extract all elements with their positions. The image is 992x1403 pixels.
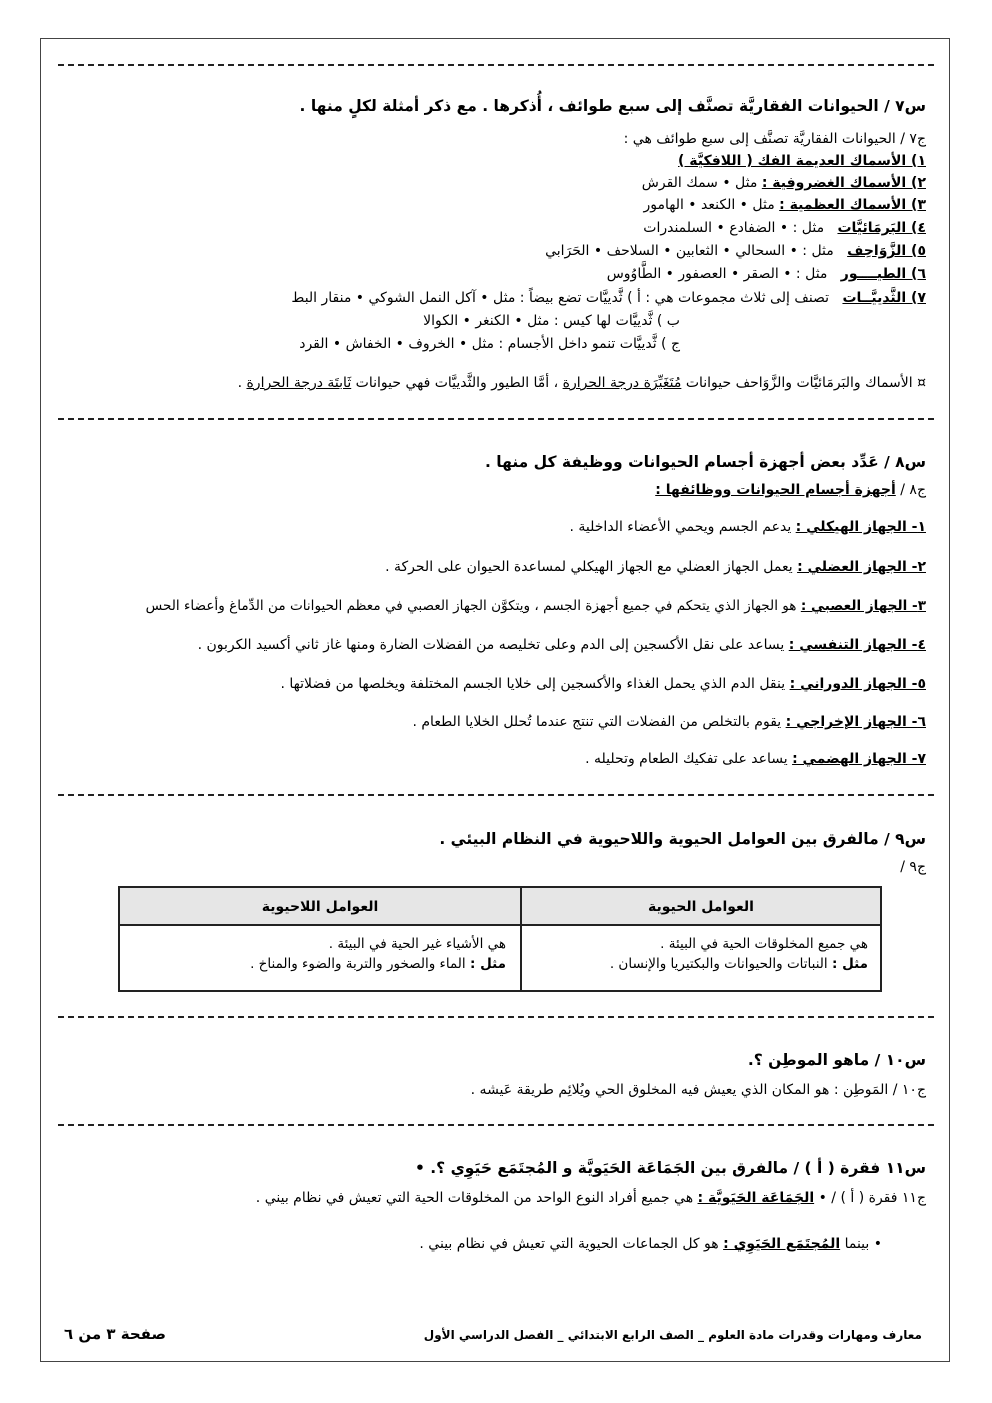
class-name: ٥) الزَّوَاحِف <box>847 243 926 259</box>
q10-answer: ج١٠ / المَوطِن : هو المكان الذي يعيش فيه المخلوق الحي ويُلائِم طريقة عَيشه . <box>470 1082 926 1098</box>
table-cell-biotic <box>520 926 880 990</box>
term: الجَمَاعَة الحَيَويَّة : <box>697 1190 815 1206</box>
example-label: مثل : <box>469 956 506 972</box>
system-name: ٧- الجهاز الهضمي : <box>792 751 926 767</box>
class-name: ٤) البَرمَائيَّات <box>837 220 926 236</box>
system-name: ٦- الجهاز الإخراجي : <box>785 714 926 730</box>
class-examples: مثل • سمك القرش <box>641 175 758 191</box>
table-header-biotic: العوامل الحيوية <box>520 888 880 926</box>
example-label: مثل : <box>831 956 868 972</box>
q11-answer-2 <box>419 1235 882 1253</box>
q8-item <box>198 636 926 654</box>
term-desc: هي جميع أفراد النوع الواحد من المخلوقات الحية التي تعيش في نظام بيني . <box>255 1190 694 1206</box>
system-name: ١- الجهاز الهيكلي : <box>795 519 926 535</box>
system-name: ٢- الجهاز العضلي : <box>797 559 926 575</box>
system-desc: يقوم بالتخلص من الفضلات التي تنتج عندما تُحلل الخلايا الطعام . <box>412 714 782 730</box>
note-text: ، أمَّا الطيور والثَّدييَّات فهي حيوانات <box>355 375 559 391</box>
term: المُجتَمَع الحَيَوِي : <box>723 1236 841 1252</box>
q7-class-6 <box>607 265 926 283</box>
class-examples: مثل : • الضفادع • السلمندرات <box>643 220 825 236</box>
course-title: معارف ومهارات وقدرات مادة العلوم _ الصف الرابع الابتدائي _ الفصل الدراسي الأول <box>423 1328 922 1342</box>
system-desc: يساعد على تفكيك الطعام وتحليله . <box>585 751 788 767</box>
q8-item <box>280 675 926 693</box>
answer-prefix: ج٨ / <box>900 482 926 498</box>
q11-answer-1 <box>256 1189 926 1207</box>
divider <box>58 64 934 66</box>
class-name: ٣) الأسماك العظمية : <box>779 197 926 213</box>
q7-class-2 <box>642 174 926 192</box>
comparison-table <box>118 886 882 992</box>
note-underline: مُتَغَيِّرَة درجة الحرارة <box>562 375 682 391</box>
answer-prefix: ج١١ فقرة ( أ ) / • <box>818 1190 926 1206</box>
answer-prefix: • بينما <box>844 1236 882 1252</box>
cell-definition: هي جميع المخلوقات الحية في البيئة . <box>660 936 868 952</box>
example-text: النباتات والحيوانات والبكتيريا والإنسان . <box>609 956 828 972</box>
system-desc: يعمل الجهاز العضلي مع الجهاز الهيكلي لمساعدة الحيوان على الحركة . <box>385 559 793 575</box>
divider <box>58 1124 934 1126</box>
q10-question: س١٠ / ماهو الموطِن ؟. <box>747 1051 926 1069</box>
q7-class-7-c: ج ) ثَّدييَّات تنمو داخل الأجسام : مثل • الخروف • الخفاش • القرد <box>299 336 680 352</box>
system-desc: يدعم الجسم ويحمي الأعضاء الداخلية . <box>569 519 792 535</box>
q8-item <box>412 713 926 731</box>
q7-class-7-b: ب ) ثَّدييَّات لها كيس : مثل • الكنغر • الكوالا <box>423 313 680 329</box>
q7-class-5 <box>545 242 926 260</box>
q7-intro: ج٧ / الحيوانات الفقاريَّة تصنَّف إلى سبع طوائف هي : <box>623 131 926 147</box>
system-desc: ينقل الدم الذي يحمل الغذاء والأكسجين إلى خلايا الجسم المختلفة ويخلصها من فضلاتها . <box>280 676 786 692</box>
divider <box>58 1016 934 1018</box>
class-name: ٧) الثَّدييَّــات <box>842 290 926 306</box>
class-examples: مثل • الكنعد • الهامور <box>643 197 775 213</box>
cell-example <box>522 954 868 974</box>
table-header-abiotic: العوامل اللاحيوية <box>120 888 520 926</box>
system-desc: هو الجهاز الذي يتحكم في جميع أجهزة الجسم ، ويتكوَّن الجهاز العصبي في معظم الحيوانات من الدِّماغ وأعضاء الحس <box>145 598 797 614</box>
q11-question: س١١ فقرة ( أ ) / مالفرق بين الجَمَاعَة الحَيَويَّة و المُجتَمَع حَيَوِي ؟. • <box>414 1159 926 1177</box>
system-name: ٣- الجهاز العصبي : <box>800 598 926 614</box>
q8-item <box>585 750 926 768</box>
q8-item <box>385 558 926 576</box>
q7-class-3 <box>643 196 926 214</box>
q8-question: س٨ / عَدِّد بعض أجهزة أجسام الحيوانات ووظيفة كل منها . <box>485 453 926 471</box>
q7-question: س٧ / الحيوانات الفقاريَّة تصنَّف إلى سبع طوائف ، أُذكرها . مع ذكر أمثلة لكلٍ منها . <box>299 97 926 115</box>
class-examples: تصنف إلى ثلاث مجموعات هي : أ ) ثَّدييَّات تضع بيضاً : مثل • آكل النمل الشوكي • منقار البط <box>291 290 830 306</box>
system-name: ٥- الجهاز الدوراني : <box>789 676 926 692</box>
system-desc: يساعد على نقل الأكسجين إلى الدم وعلى تخليصه من الفضلات الضارة ومنها غاز ثاني أكسيد الكربون . <box>197 637 785 653</box>
note-text: ¤ الأسماك والبَرمَائيَّات والزَّوَاحف حيوانات <box>685 375 926 391</box>
answer-heading: أجهزة أجسام الحيوانات ووظائفها : <box>655 482 896 498</box>
q7-note <box>238 374 926 392</box>
q8-item <box>570 518 926 536</box>
table-cell-abiotic <box>120 926 520 990</box>
q7-class-1: ١) الأسماك العديمة الفك ( اللافكيَّة ) <box>678 153 926 169</box>
class-name: ٢) الأسماك الغضروفية : <box>761 175 926 191</box>
example-text: الماء والصخور والتربة والضوء والمناخ . <box>250 956 466 972</box>
cell-definition: هي الأشياء غير الحية في البيئة . <box>328 936 506 952</box>
system-name: ٤- الجهاز التنفسي : <box>788 637 926 653</box>
divider <box>58 794 934 796</box>
note-underline: ثَابتَة درجة الحرارة <box>246 375 352 391</box>
q8-item <box>146 597 926 615</box>
term-desc: هو كل الجماعات الحيوية التي تعيش في نظام بيني . <box>419 1236 719 1252</box>
class-examples: مثل : • الصقر • العصفور • الطَّاوُوس <box>606 266 828 282</box>
class-examples: مثل : • السحالي • الثعابين • السلاحف • الحَرَابي <box>545 243 834 259</box>
page-number: صفحة ٣ من ٦ <box>64 1325 166 1343</box>
note-text: . <box>237 375 243 391</box>
q7-class-4 <box>643 219 926 237</box>
q7-class-7 <box>291 289 926 307</box>
q8-answer-heading <box>655 481 926 499</box>
divider <box>58 418 934 420</box>
q9-answer-label: ج٩ / <box>900 859 926 875</box>
cell-example <box>120 954 506 974</box>
class-name: ٦) الطيــــور <box>840 266 926 282</box>
q9-question: س٩ / مالفرق بين العوامل الحيوية واللاحيوية في النظام البيئي . <box>439 830 926 848</box>
